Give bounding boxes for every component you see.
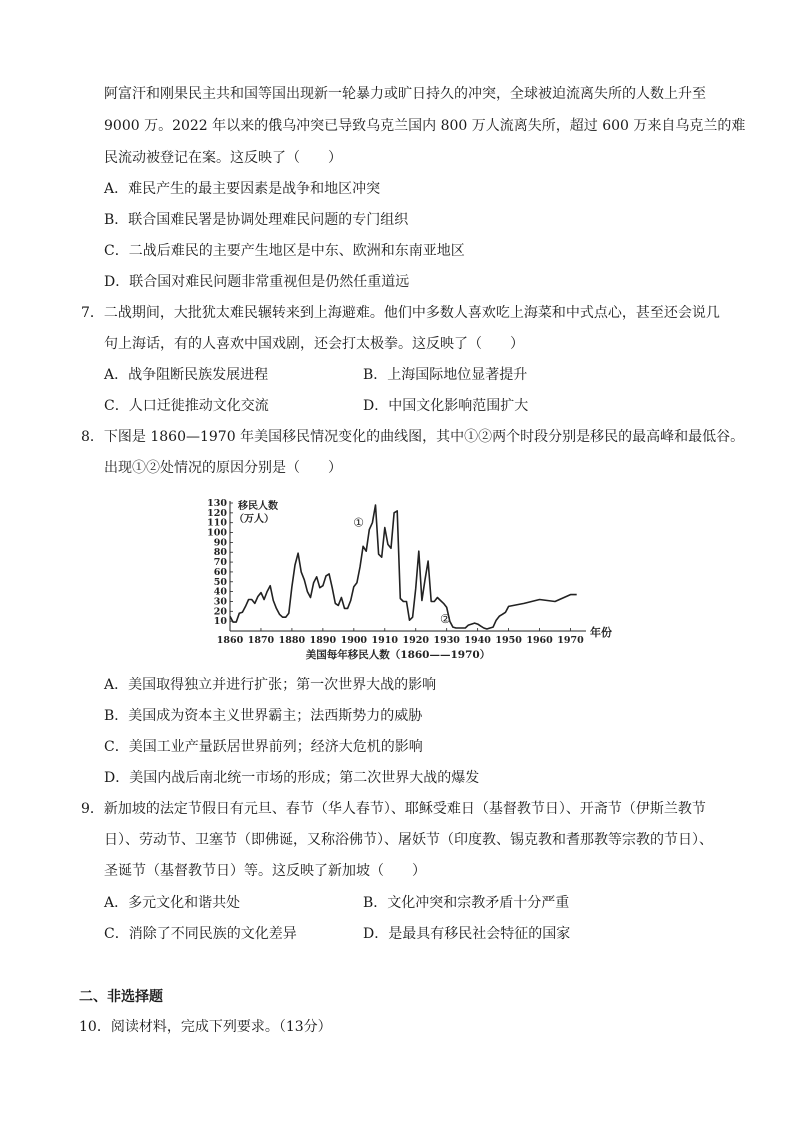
immigration-line-chart bbox=[200, 493, 620, 663]
y-axis-label-line1: 移民人数 bbox=[238, 501, 278, 512]
y-tick-label: 90 bbox=[213, 537, 227, 549]
y-tick-label: 60 bbox=[213, 566, 227, 578]
y-tick-label: 10 bbox=[213, 616, 227, 628]
y-tick-label: 40 bbox=[213, 586, 227, 598]
x-tick-label: 1880 bbox=[278, 635, 306, 646]
y-tick-label: 70 bbox=[213, 557, 227, 569]
q8-option-b[interactable]: B．美国成为资本主义世界霸主；法西斯势力的威胁 bbox=[104, 708, 423, 724]
q8-option-d[interactable]: D．美国内战后南北统一市场的形成；第二次世界大战的爆发 bbox=[104, 770, 480, 786]
q8-stem-line-1: 8．下图是 1860—1970 年美国移民情况变化的曲线图，其中①②两个时段分别是移民的最高峰和最低谷。 bbox=[81, 429, 745, 445]
x-tick-label: 1970 bbox=[557, 635, 584, 646]
q6-option-d[interactable]: D．联合国对难民问题非常重视但是仍然任重道远 bbox=[104, 274, 410, 290]
y-tick-label: 130 bbox=[207, 498, 227, 509]
q6-stem-line-3: 民流动被登记在案。这反映了（ ） bbox=[104, 150, 342, 166]
annotation-trough: ② bbox=[439, 612, 451, 627]
annotation-peak: ① bbox=[353, 515, 365, 530]
q9-option-a[interactable]: A．多元文化和谐共处 bbox=[104, 895, 241, 911]
q10-stem: 10．阅读材料，完成下列要求。（13分） bbox=[79, 1019, 332, 1035]
chart-title: 美国每年移民人数（1860——1970） bbox=[305, 649, 491, 661]
y-tick-label: 110 bbox=[207, 517, 227, 529]
y-axis-label-line2: （万人） bbox=[234, 514, 274, 525]
x-tick-label: 1960 bbox=[526, 635, 553, 646]
x-tick-label: 1900 bbox=[340, 635, 368, 646]
q9-stem-line-3: 圣诞节（基督教节日）等。这反映了新加坡（ ） bbox=[104, 863, 426, 879]
y-tick-label: 50 bbox=[213, 576, 227, 588]
q8-option-a[interactable]: A．美国取得独立并进行扩张；第一次世界大战的影响 bbox=[104, 677, 437, 693]
q9-option-b[interactable]: B．文化冲突和宗教矛盾十分严重 bbox=[363, 895, 570, 911]
q7-stem-line-1: 7．二战期间，大批犹太难民辗转来到上海避难。他们中多数人喜欢吃上海菜和中式点心，甚至还会说几 bbox=[81, 305, 720, 321]
q6-option-c[interactable]: C．二战后难民的主要产生地区是中东、欧洲和东南亚地区 bbox=[104, 243, 465, 259]
q7-stem-line-2: 句上海话，有的人喜欢中国戏剧，还会打太极拳。这反映了（ ） bbox=[104, 336, 524, 352]
x-tick-label: 1890 bbox=[309, 635, 337, 646]
x-tick-label: 1950 bbox=[495, 635, 522, 646]
x-tick-label: 1920 bbox=[402, 635, 429, 646]
q9-stem-line-1: 9．新加坡的法定节假日有元旦、春节（华人春节）、耶稣受难日（基督教节日）、开斋节（伊斯兰教节 bbox=[81, 801, 706, 817]
y-axis-ticks bbox=[207, 498, 233, 627]
q6-stem-line-2: 9000 万。2022 年以来的俄乌冲突已导致乌克兰国内 800 万人流离失所，超过 600 万来自乌克兰的难 bbox=[104, 118, 746, 134]
q7-option-c[interactable]: C．人口迁徙推动文化交流 bbox=[104, 398, 269, 414]
immigration-series-line bbox=[230, 505, 577, 629]
q6-stem-line-1: 阿富汗和刚果民主共和国等国出现新一轮暴力或旷日持久的冲突，全球被迫流离失所的人数上升至 bbox=[104, 86, 706, 102]
x-tick-label: 1870 bbox=[247, 635, 275, 646]
q8-option-c[interactable]: C．美国工业产量跃居世界前列；经济大危机的影响 bbox=[104, 739, 423, 755]
q9-stem-line-2: 日）、劳动节、卫塞节（即佛诞，又称浴佛节）、屠妖节（印度教、锡克教和耆那教等宗教的节日）、 bbox=[104, 832, 713, 848]
x-tick-label: 1940 bbox=[464, 635, 491, 646]
x-tick-label: 1930 bbox=[433, 635, 460, 646]
q7-option-b[interactable]: B．上海国际地位显著提升 bbox=[363, 367, 528, 383]
x-tick-label: 1860 bbox=[216, 635, 244, 646]
x-tick-label: 1910 bbox=[371, 635, 399, 646]
q9-option-c[interactable]: C．消除了不同民族的文化差异 bbox=[104, 926, 297, 942]
y-tick-label: 120 bbox=[207, 507, 227, 519]
q7-option-a[interactable]: A．战争阻断民族发展进程 bbox=[104, 367, 269, 383]
q7-option-d[interactable]: D．中国文化影响范围扩大 bbox=[363, 398, 529, 414]
y-tick-label: 80 bbox=[213, 547, 227, 559]
y-tick-label: 20 bbox=[213, 606, 227, 618]
q6-option-b[interactable]: B．联合国难民署是协调处理难民问题的专门组织 bbox=[104, 212, 409, 228]
q6-option-a[interactable]: A．难民产生的最主要因素是战争和地区冲突 bbox=[104, 181, 381, 197]
chart-annotations bbox=[353, 516, 450, 626]
section-heading-nonchoice: 二、非选择题 bbox=[79, 989, 163, 1005]
y-tick-label: 100 bbox=[207, 527, 227, 539]
x-axis-label: 年份 bbox=[590, 626, 612, 639]
y-tick-label: 30 bbox=[213, 596, 227, 608]
q8-stem-line-2: 出现①②处情况的原因分别是（ ） bbox=[104, 460, 342, 476]
q9-option-d[interactable]: D．是最具有移民社会特征的国家 bbox=[363, 926, 571, 942]
